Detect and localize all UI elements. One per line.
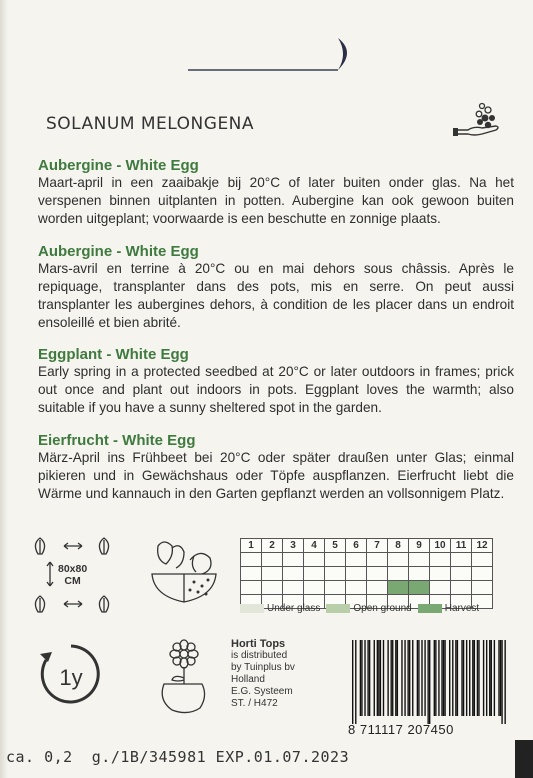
calendar-row [241,553,493,567]
legend-label: Open ground [353,603,412,614]
barcode-bar [391,640,392,716]
month-9: 9 [409,539,430,553]
under-glass-swatch [240,604,264,613]
latin-name: SOLANUM MELONGENA [46,114,255,134]
barcode-bar [472,640,473,716]
calendar-cell-month-6 [346,581,367,595]
calendar-cell-month-12 [472,553,493,567]
barcode-bar [491,640,492,716]
legend-label: Harvest [444,603,480,614]
barcode-bar [409,640,410,716]
barcode-bar [427,640,428,724]
calendar-cell-month-6 [346,553,367,567]
distributor-line: ST. / H472 [231,698,278,709]
calendar-cell-month-5 [325,553,346,567]
barcode-bar [424,640,425,716]
barcode-bar [489,640,490,716]
distributor-info [231,638,295,710]
calendar-cell-month-3 [283,553,304,567]
calendar-header-row [241,539,493,553]
sowing-calendar [240,538,493,609]
barcode-bar [380,640,381,716]
barcode-bar [364,640,365,716]
calendar-cell-month-1 [241,581,262,595]
barcode-bar [377,640,378,716]
month-2: 2 [262,539,283,553]
section-german [38,432,514,503]
calendar-cell-month-5 [325,567,346,581]
month-11: 11 [451,539,472,553]
barcode-bar [369,640,370,716]
barcode-bar [355,640,356,724]
calendar-cell-month-8 [388,581,409,595]
calendar-cell-month-10 [430,581,451,595]
barcode-bar [486,640,487,716]
barcode-bar [367,640,368,716]
calendar-cell-month-9 [409,567,430,581]
barcode-bar [444,640,445,716]
calendar-cell-month-2 [262,553,283,567]
barcode-bar [469,640,470,716]
barcode-bar [498,640,499,716]
barcode-bar [378,640,379,716]
month-4: 4 [304,539,325,553]
month-1: 1 [241,539,262,553]
calendar-cell-month-1 [241,553,262,567]
calendar-cell-month-12 [472,581,493,595]
distributor-line: Holland [231,674,265,685]
barcode-bar [392,640,393,716]
month-10: 10 [430,539,451,553]
calendar-cell-month-7 [367,581,388,595]
barcode-bar [429,640,430,724]
harvest-swatch [418,604,442,613]
section-title: Eierfrucht - White Egg [38,432,196,449]
calendar-cell-month-12 [472,567,493,581]
barcode-bar [449,640,450,716]
calendar-cell-month-9 [409,553,430,567]
barcode-bar [477,640,478,716]
calendar-row [241,567,493,581]
lifecycle-icon [36,640,106,710]
soil-basket-icon [144,536,224,616]
calendar-cell-month-4 [304,567,325,581]
spacing-unit: CM [64,575,81,587]
calendar-cell-month-2 [262,567,283,581]
section-text: Mars-avril en terrine à 20°C ou en mai dehors sous châssis. Après le repiquage, transplanter dans des pots, mis en serre. On peut aussi transplanter les aubergines dehors, à condition de les placer dans un endroit ensoleillé et bien abrité. [38,261,514,330]
barcode-bar [401,640,402,716]
section-title: Eggplant - White Egg [38,346,189,363]
section-dutch [38,157,514,228]
section-french [38,243,514,332]
barcode-bar [383,640,384,716]
barcode-bar [418,640,419,716]
flower-pot-icon [152,636,222,716]
distributor-line: is distributed [231,650,288,661]
legend-harvest [418,603,479,614]
barcode-number: 8 711117 207450 [348,722,454,737]
month-12: 12 [472,539,493,553]
barcode-bar [407,640,408,716]
calendar-cell-month-11 [451,581,472,595]
section-english [38,346,514,417]
calendar-cell-month-4 [304,553,325,567]
legend-under-glass [240,603,320,614]
legend-open-ground [326,603,411,614]
calendar-cell-month-3 [283,567,304,581]
batch-expiry-line: ca. 0,2 g./1B/345981 EXP.01.07.2023 [6,748,350,766]
barcode-bar [457,640,458,716]
barcode-bar [501,640,502,724]
barcode-bar [352,640,353,724]
barcode-bar [441,640,442,716]
barcode-bar [374,640,375,716]
calendar-row [241,581,493,595]
barcode-bar [397,640,398,716]
barcode-bar [466,640,467,716]
calendar-cell-month-8 [388,567,409,581]
barcode-bar [443,640,444,716]
section-text: Early spring in a protected seedbed at 20°C or later outdoors in frames; prick out once and plant out indoors in pots. Eggplant loves the warmth; also suitable if you have a sunny sheltered spot in the garden. [38,364,514,415]
month-8: 8 [388,539,409,553]
barcode-bar [463,640,464,716]
barcode-bar [434,640,435,716]
barcode-bar [421,640,422,716]
calendar-cell-month-6 [346,567,367,581]
calendar-cell-month-10 [430,567,451,581]
barcode-bar [387,640,388,716]
hanging-notch-icon [188,36,358,72]
calendar-cell-month-2 [262,581,283,595]
calendar-cell-month-9 [409,581,430,595]
calendar-cell-month-1 [241,567,262,581]
month-7: 7 [367,539,388,553]
spacing-label [58,563,87,587]
distributor-line: by Tuinplus bv [231,662,295,673]
open-ground-swatch [326,604,350,613]
calendar-cell-month-7 [367,553,388,567]
barcode-bar [395,640,396,716]
calendar-cell-month-11 [451,553,472,567]
barcode-bar [461,640,462,716]
barcode-bar [455,640,456,716]
calendar-cell-month-5 [325,581,346,595]
calendar-cell-month-7 [367,567,388,581]
lifecycle-label: 1y [59,665,83,690]
barcode-bar [500,640,501,716]
packet-edge-mark [515,740,533,778]
barcode-bar [483,640,484,716]
calendar-cell-month-4 [304,581,325,595]
calendar-cell-month-3 [283,581,304,595]
month-3: 3 [283,539,304,553]
section-title: Aubergine - White Egg [38,157,199,174]
barcode-bar [504,640,505,724]
barcode-bar [438,640,439,716]
barcode-bar [494,640,495,716]
barcode-bar [435,640,436,716]
barcode-bar [417,640,418,716]
barcode-bar [361,640,362,716]
barcode-bar [404,640,405,716]
hand-seeds-icon [452,100,502,144]
legend-label: Under glass [267,603,321,614]
brand-name: Horti Tops [231,638,286,650]
barcode-bar [478,640,479,716]
month-6: 6 [346,539,367,553]
section-text: Maart-april in een zaaibakje bij 20°C of later buiten onder glas. Na het verspenen binnen uitplanten in potten. Aubergine kan ook gewoon buiten worden uitgeplant; voorwaarde is een beschutte en zonnige plaats. [38,175,514,226]
month-5: 5 [325,539,346,553]
calendar-cell-month-8 [388,553,409,567]
barcode-bar [360,640,361,716]
calendar-cell-month-11 [451,567,472,581]
barcode-bar [452,640,453,716]
barcode-bar [474,640,475,716]
packet-edge [0,0,8,778]
section-text: März-April ins Frühbeet bei 20°C oder später draußen unter Glas; einmal pikieren und in Gewächshaus oder Töpfe auspflanzen. Eierfrucht liebt die Wärme und kannauch in den Garten gepflanzt werden an vollsonnigem Platz. [38,450,514,501]
calendar-cell-month-10 [430,553,451,567]
section-title: Aubergine - White Egg [38,243,199,260]
distributor-line: E.G. Systeem [231,686,293,697]
calendar-legend [240,603,485,614]
barcode-bar [412,640,413,716]
spacing-value: 80x80 [58,563,88,575]
barcode [352,640,506,724]
